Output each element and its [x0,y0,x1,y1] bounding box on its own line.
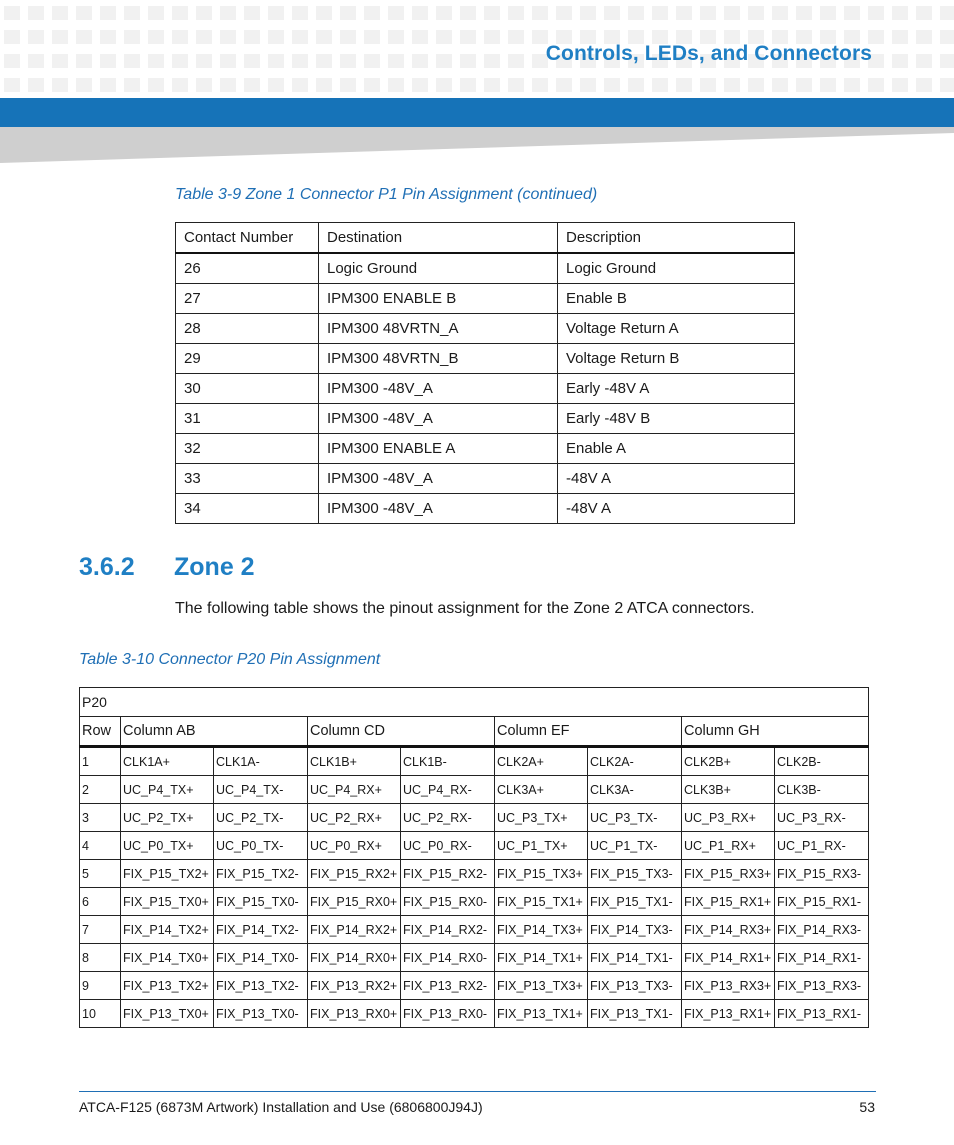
header-dot [172,30,188,44]
table-cell: IPM300 -48V_A [319,464,558,494]
table-cell: CLK1B+ [308,747,401,776]
table-cell: FIX_P13_RX3+ [682,972,775,1000]
header-dot [916,30,932,44]
column-header: Row [80,717,121,747]
header-dot [292,54,308,68]
table-cell: UC_P0_TX- [214,832,308,860]
header-dot [100,54,116,68]
header-dot [244,78,260,92]
header-dot [916,54,932,68]
column-header: Column AB [121,717,308,747]
table-cell: 8 [80,944,121,972]
table-cell: UC_P3_TX- [588,804,682,832]
header-dot [4,54,20,68]
header-dot [892,6,908,20]
header-dot [580,6,596,20]
table-cell: FIX_P14_RX1+ [682,944,775,972]
header-dot [940,54,954,68]
header-dot [28,54,44,68]
table-cell: 3 [80,804,121,832]
table-cell: UC_P1_TX- [588,832,682,860]
header-dot [676,78,692,92]
table-cell: Enable A [558,434,795,464]
header-dot [868,6,884,20]
table-cell: FIX_P14_TX1+ [495,944,588,972]
header-dot [436,54,452,68]
table-cell: FIX_P13_TX1- [588,1000,682,1028]
table-row [80,944,869,972]
table-cell: CLK2B+ [682,747,775,776]
header-dot [196,54,212,68]
table-cell: IPM300 ENABLE B [319,284,558,314]
header-dot [292,6,308,20]
header-dot [340,30,356,44]
header-dot [940,78,954,92]
header-dot [532,6,548,20]
table-cell: FIX_P14_RX0+ [308,944,401,972]
table-cell: UC_P1_RX+ [682,832,775,860]
header-dot [460,54,476,68]
table-cell: 28 [176,314,319,344]
table-cell: FIX_P15_TX2+ [121,860,214,888]
table-cell: IPM300 -48V_A [319,374,558,404]
table-title-row [80,688,869,717]
header-dot [4,6,20,20]
header-dot [364,30,380,44]
table-cell: 34 [176,494,319,524]
header-dot [292,78,308,92]
table-row [80,888,869,916]
header-dot [364,54,380,68]
table-row [80,747,869,776]
header-dot [556,78,572,92]
header-dot [52,30,68,44]
header-dot [340,54,356,68]
table-cell: IPM300 ENABLE A [319,434,558,464]
table-cell: Voltage Return A [558,314,795,344]
header-dot [604,78,620,92]
header-dot [148,78,164,92]
table-cell: UC_P2_TX- [214,804,308,832]
column-header: Column CD [308,717,495,747]
table-cell: FIX_P13_RX1- [775,1000,869,1028]
header-dot [148,30,164,44]
header-dot [436,78,452,92]
table-cell: 31 [176,404,319,434]
header-dot [340,6,356,20]
table-row [176,494,795,524]
header-dot [220,54,236,68]
table-cell: FIX_P13_TX1+ [495,1000,588,1028]
header-dot [532,78,548,92]
header-dot [100,30,116,44]
table-row [80,916,869,944]
header-dot [508,78,524,92]
table-cell: FIX_P15_RX1- [775,888,869,916]
table-cell: UC_P4_TX- [214,776,308,804]
header-dot [28,6,44,20]
table-cell: FIX_P15_RX1+ [682,888,775,916]
header-dot [388,78,404,92]
table-cell: 5 [80,860,121,888]
header-dot [52,6,68,20]
header-dot [892,54,908,68]
header-dot [220,30,236,44]
table-cell: FIX_P14_RX3- [775,916,869,944]
table-row [176,464,795,494]
header-dot [148,54,164,68]
table-cell: FIX_P14_RX3+ [682,916,775,944]
table-cell: FIX_P13_TX2- [214,972,308,1000]
table-cell: UC_P3_TX+ [495,804,588,832]
header-dot [628,6,644,20]
table-cell: 4 [80,832,121,860]
header-dot [4,30,20,44]
table-cell: IPM300 48VRTN_A [319,314,558,344]
header-dot [460,30,476,44]
header-dot [844,6,860,20]
table-cell: IPM300 -48V_A [319,494,558,524]
table1-caption: Table 3-9 Zone 1 Connector P1 Pin Assignment (continued) [175,186,598,203]
table-cell: UC_P0_TX+ [121,832,214,860]
header-dot [268,30,284,44]
header-dot [124,78,140,92]
table-row [176,404,795,434]
header-dot [196,6,212,20]
header-dot [748,6,764,20]
header-dot [916,78,932,92]
table-cell: FIX_P15_TX1- [588,888,682,916]
header-dot [724,6,740,20]
header-dot [916,6,932,20]
header-dot [100,6,116,20]
header-dot [484,6,500,20]
header-dot [868,78,884,92]
header-dot [700,78,716,92]
section-title: Zone 2 [174,553,255,581]
header-dot [652,78,668,92]
header-dot [508,6,524,20]
header-dot [196,30,212,44]
header-dot [76,54,92,68]
table-cell: FIX_P13_RX1+ [682,1000,775,1028]
column-header: Column GH [682,717,869,747]
header-dot [460,78,476,92]
header-dot [652,6,668,20]
table-cell: UC_P2_RX+ [308,804,401,832]
table-cell: FIX_P15_TX3+ [495,860,588,888]
table-cell: CLK3B- [775,776,869,804]
table-cell: CLK3A- [588,776,682,804]
table-row [80,972,869,1000]
table-cell: UC_P0_RX+ [308,832,401,860]
header-dot [316,30,332,44]
header-dot [772,6,788,20]
table-cell: UC_P4_RX- [401,776,495,804]
table-cell: FIX_P14_RX0- [401,944,495,972]
header-dot [436,30,452,44]
table-row [80,804,869,832]
header-dot [892,30,908,44]
table-row [176,284,795,314]
header-dot [412,78,428,92]
table-cell: FIX_P14_RX2- [401,916,495,944]
header-dot [244,6,260,20]
header-dot [172,54,188,68]
table-cell: UC_P2_RX- [401,804,495,832]
table-cell: CLK2B- [775,747,869,776]
table-cell: FIX_P13_RX0- [401,1000,495,1028]
table-cell: FIX_P13_TX0- [214,1000,308,1028]
header-dot [316,6,332,20]
table-cell: CLK2A+ [495,747,588,776]
header-dot [508,30,524,44]
footer-rule [79,1091,876,1092]
section-body-text: The following table shows the pinout assignment for the Zone 2 ATCA connectors. [175,600,755,617]
header-dot [772,78,788,92]
header-dot [412,30,428,44]
table-cell: Voltage Return B [558,344,795,374]
header-dot [28,30,44,44]
header-dot [892,78,908,92]
table-cell: 30 [176,374,319,404]
header-dot [364,6,380,20]
table-cell: UC_P1_RX- [775,832,869,860]
header-dot [940,6,954,20]
header-dot [76,78,92,92]
table-cell: IPM300 -48V_A [319,404,558,434]
table-cell: FIX_P13_RX2- [401,972,495,1000]
header-dot [844,78,860,92]
header-dot [628,78,644,92]
header-dot [4,78,20,92]
table-cell: 2 [80,776,121,804]
table-cell: FIX_P13_RX3- [775,972,869,1000]
table-cell: 29 [176,344,319,374]
table-cell: FIX_P14_TX1- [588,944,682,972]
table-row [80,832,869,860]
header-dot [604,6,620,20]
header-dot [412,54,428,68]
table-cell: FIX_P15_TX0+ [121,888,214,916]
table-cell: FIX_P15_RX0+ [308,888,401,916]
table-cell: FIX_P15_TX0- [214,888,308,916]
header-dot [52,54,68,68]
table-cell: UC_P3_RX- [775,804,869,832]
table-cell: 33 [176,464,319,494]
header-dot [172,78,188,92]
table-cell: Enable B [558,284,795,314]
table-cell: FIX_P15_TX2- [214,860,308,888]
header-dot [556,6,572,20]
table-cell: FIX_P15_RX3- [775,860,869,888]
header-dot [940,30,954,44]
header-dot [316,78,332,92]
page-number: 53 [859,1099,875,1115]
table-cell: -48V A [558,494,795,524]
header-dot [508,54,524,68]
table-row [176,314,795,344]
table-cell: CLK3B+ [682,776,775,804]
table-cell: UC_P1_TX+ [495,832,588,860]
table-cell: FIX_P15_RX3+ [682,860,775,888]
header-dot [820,78,836,92]
header-dot [748,78,764,92]
header-dot [76,30,92,44]
header-dot [820,6,836,20]
header-dot [412,6,428,20]
table-cell: FIX_P15_RX2+ [308,860,401,888]
table-cell: FIX_P14_RX1- [775,944,869,972]
table-header-row [80,717,869,747]
header-grey-wedge [0,127,954,163]
table-cell: 7 [80,916,121,944]
table-cell: 10 [80,1000,121,1028]
table-cell: 26 [176,253,319,284]
header-dot [220,6,236,20]
table-cell: FIX_P15_RX2- [401,860,495,888]
footer-document-title: ATCA-F125 (6873M Artwork) Installation and Use (6806800J94J) [79,1099,483,1115]
section-heading [79,553,255,582]
table-cell: FIX_P14_TX2- [214,916,308,944]
header-dot [196,78,212,92]
header-dot [484,54,500,68]
header-dot [268,78,284,92]
table-cell: FIX_P15_RX0- [401,888,495,916]
table-cell: 32 [176,434,319,464]
header-dot [100,78,116,92]
header-dot [460,6,476,20]
header-dot [124,54,140,68]
table-cell: Logic Ground [319,253,558,284]
table-cell: UC_P0_RX- [401,832,495,860]
header-dot [796,78,812,92]
column-header: Column EF [495,717,682,747]
section-number: 3.6.2 [79,553,135,581]
table-row [176,374,795,404]
header-dot [268,54,284,68]
header-dot [580,78,596,92]
header-dot [436,6,452,20]
table-cell: FIX_P14_TX3+ [495,916,588,944]
header-dot [52,78,68,92]
table-cell: FIX_P15_TX1+ [495,888,588,916]
header-dot [364,78,380,92]
table-cell: -48V A [558,464,795,494]
table-cell: FIX_P14_TX2+ [121,916,214,944]
table-cell: IPM300 48VRTN_B [319,344,558,374]
table-cell: FIX_P13_TX2+ [121,972,214,1000]
table-cell: 6 [80,888,121,916]
table-cell: 9 [80,972,121,1000]
table-cell: FIX_P14_TX3- [588,916,682,944]
p20-pin-table [79,687,869,1028]
table-cell: Early -48V A [558,374,795,404]
zone1-pin-table [175,222,795,524]
table-cell: FIX_P14_RX2+ [308,916,401,944]
table-header-row [176,223,795,254]
table-cell: CLK1B- [401,747,495,776]
table2-caption: Table 3-10 Connector P20 Pin Assignment [79,651,381,668]
table-cell: FIX_P13_TX3- [588,972,682,1000]
header-dot [268,6,284,20]
header-dot [724,78,740,92]
table-row [176,344,795,374]
header-dot [388,6,404,20]
column-header: Destination [319,223,558,254]
table-cell: CLK1A+ [121,747,214,776]
header-dot [244,54,260,68]
table-cell: UC_P3_RX+ [682,804,775,832]
header-dot [76,6,92,20]
table-cell: FIX_P14_TX0- [214,944,308,972]
table-cell: UC_P2_TX+ [121,804,214,832]
header-dot [220,78,236,92]
header-dot [28,78,44,92]
table-row [80,776,869,804]
header-dot [340,78,356,92]
table-cell: UC_P4_RX+ [308,776,401,804]
table-cell: UC_P4_TX+ [121,776,214,804]
header-dot [484,78,500,92]
table-cell: Logic Ground [558,253,795,284]
header-dot [316,54,332,68]
header-dot [700,6,716,20]
header-blue-band [0,98,954,127]
header-dot [796,6,812,20]
header-dot [124,30,140,44]
header-dot [244,30,260,44]
header-dot [148,6,164,20]
header-dot [172,6,188,20]
header-dot [484,30,500,44]
header-dot [388,54,404,68]
table-row [176,434,795,464]
table-cell: CLK1A- [214,747,308,776]
table-cell: CLK2A- [588,747,682,776]
header-dot [124,6,140,20]
header-dot [292,30,308,44]
table-cell: Early -48V B [558,404,795,434]
table-cell: FIX_P13_TX0+ [121,1000,214,1028]
header-dot [676,6,692,20]
table-row [176,253,795,284]
table-cell: FIX_P13_RX2+ [308,972,401,1000]
table-cell: FIX_P14_TX0+ [121,944,214,972]
table-cell: FIX_P15_TX3- [588,860,682,888]
table-cell: 27 [176,284,319,314]
table-title-cell: P20 [80,688,869,717]
column-header: Contact Number [176,223,319,254]
table-cell: CLK3A+ [495,776,588,804]
table-cell: FIX_P13_RX0+ [308,1000,401,1028]
table-cell: FIX_P13_TX3+ [495,972,588,1000]
table-row [80,1000,869,1028]
running-header-title: Controls, LEDs, and Connectors [545,42,872,65]
column-header: Description [558,223,795,254]
table-cell: 1 [80,747,121,776]
header-dot [388,30,404,44]
table-row [80,860,869,888]
